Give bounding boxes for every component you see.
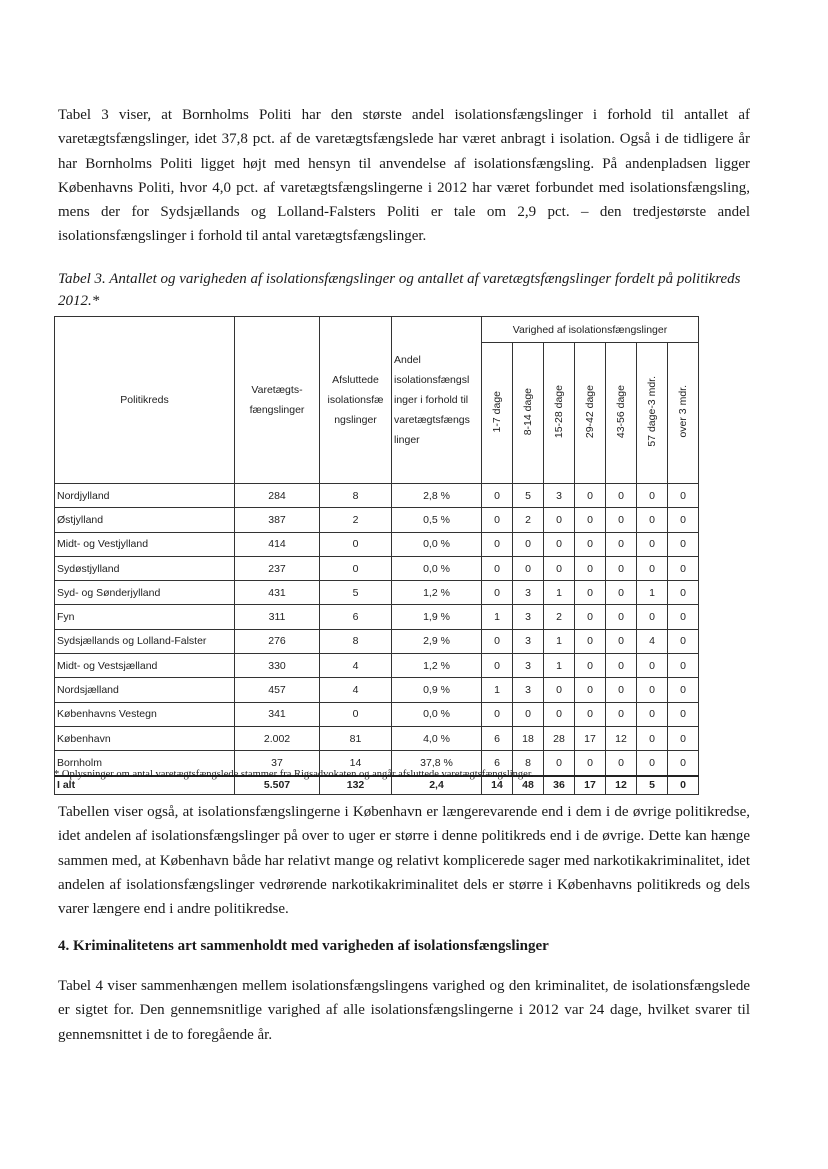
paragraph-intro: Tabel 3 viser, at Bornholms Politi har den største andel isolationsfængslinger i forhold til antallet af varetægtsfængslinger, idet 37,8 pct. af de varetægtsfængslede har været anbragt i isolation. Også i de tidligere år har Bornholms Politi ligget højt med hensyn til anvendelse af isolationsfængsling. På andenpladsen ligger Københavns Politi, hvor 4,0 pct. af varetægtsfængslingerne i 2012 har været forbundet med isolationsfængsling, mens der for Sydsjællands og Lolland-Falsters Politi er tale om 2,9 pct. – den tredjestørste andel isolationsfængslinger i forhold til antal varetægtsfængslinger. (58, 107, 750, 245)
table-cell: 0 (575, 605, 606, 629)
table-cell: 0 (482, 702, 513, 726)
table-cell: 0 (482, 654, 513, 678)
table-cell: Syd- og Sønderjylland (55, 581, 235, 605)
header-duration: 15-28 dage (553, 385, 565, 439)
table-cell: 17 (575, 726, 606, 750)
table-row (55, 702, 699, 726)
table-cell: 0,5 % (392, 508, 482, 532)
table-row (55, 556, 699, 580)
table-cell: 1 (482, 605, 513, 629)
table-row (55, 678, 699, 702)
table-cell: 132 (320, 776, 392, 795)
table-body (55, 484, 699, 795)
table-cell: 0 (668, 776, 699, 795)
table-cell: 0 (668, 605, 699, 629)
table-cell: 18 (513, 726, 544, 750)
table-cell: 3 (513, 581, 544, 605)
table-cell: 0 (606, 605, 637, 629)
table-cell: 0,0 % (392, 532, 482, 556)
table-cell: 2,9 % (392, 629, 482, 653)
table-cell: 0 (668, 532, 699, 556)
table-cell: 387 (235, 508, 320, 532)
table-cell: 5 (513, 484, 544, 508)
table-cell: 12 (606, 776, 637, 795)
table-cell: 12 (606, 726, 637, 750)
table-cell: 0 (544, 702, 575, 726)
table-cell: 276 (235, 629, 320, 653)
table-cell: 5 (320, 581, 392, 605)
header-duration: 43-56 dage (615, 385, 627, 439)
table-cell: 4 (320, 678, 392, 702)
table-cell: 8 (513, 751, 544, 776)
table-cell: 0 (544, 532, 575, 556)
table-cell: Fyn (55, 605, 235, 629)
table-cell: 0 (544, 508, 575, 532)
table-cell: 37 (235, 751, 320, 776)
table-cell: 311 (235, 605, 320, 629)
table-cell: 14 (320, 751, 392, 776)
table-row (55, 532, 699, 556)
table-cell: 457 (235, 678, 320, 702)
table-cell: 1,9 % (392, 605, 482, 629)
table-cell: 0 (637, 751, 668, 776)
table-cell: 4,0 % (392, 726, 482, 750)
table-cell: Midt- og Vestsjælland (55, 654, 235, 678)
table-cell: 36 (544, 776, 575, 795)
table-cell: 0 (668, 581, 699, 605)
table-cell: 2,8 % (392, 484, 482, 508)
header-varighed-group: Varighed af isolationsfængslinger (482, 317, 699, 343)
table-cell: 0 (544, 751, 575, 776)
table-cell: 0,0 % (392, 556, 482, 580)
table-cell: Sydsjællands og Lolland-Falster (55, 629, 235, 653)
table-cell: 2 (320, 508, 392, 532)
table-cell: Nordjylland (55, 484, 235, 508)
table-cell: 0 (606, 654, 637, 678)
table-cell: 3 (513, 678, 544, 702)
table-cell: 0 (668, 751, 699, 776)
table-cell: 0 (606, 702, 637, 726)
table-cell: 1 (544, 654, 575, 678)
table-cell: 2 (544, 605, 575, 629)
table-cell: Sydøstjylland (55, 556, 235, 580)
paragraph-analysis: Tabellen viser også, at isolationsfængslingerne i København er længerevarende end i dem i de øvrige politikredse, idet andelen af isolationsfængslinger på over to uger er større i denne politikreds end i de øvrige. Dette kan hænge sammen med, at København både har relativt mange og relativt komplicerede sager med narkotikakriminalitet, idet andelen af isolationsfængslinger vedrørende narkotikakriminalitet dels er større i Københavns politikreds og dels varer længere end i andre politikredse. (58, 804, 750, 918)
table-cell: 0 (668, 629, 699, 653)
table-row (55, 726, 699, 750)
table-cell: 5 (637, 776, 668, 795)
table-cell: 0 (513, 556, 544, 580)
table-row (55, 484, 699, 508)
table-cell: 1 (637, 581, 668, 605)
table-cell: 0 (637, 702, 668, 726)
table-cell: 0 (482, 508, 513, 532)
table-footnote: * Oplysninger om antal varetægtsfængslede stammer fra Rigsadvokaten og angår afsluttede varetægtsfængslinger. (54, 769, 534, 780)
table-cell: 0 (668, 726, 699, 750)
table-cell: 3 (513, 605, 544, 629)
table-cell: 1,2 % (392, 581, 482, 605)
table-cell: 284 (235, 484, 320, 508)
table-cell: 4 (637, 629, 668, 653)
table-cell: Østjylland (55, 508, 235, 532)
table-cell: 37,8 % (392, 751, 482, 776)
table-cell: 0 (637, 532, 668, 556)
table-cell: 4 (320, 654, 392, 678)
table-cell: I alt (55, 776, 235, 795)
table-cell: 0 (320, 556, 392, 580)
header-duration: 1-7 dage (491, 391, 503, 433)
table-cell: 0 (575, 556, 606, 580)
table-cell: 0 (575, 654, 606, 678)
table-cell: 0 (668, 702, 699, 726)
table-cell: 0 (606, 532, 637, 556)
table-cell: 0 (544, 556, 575, 580)
table-cell: Nordsjælland (55, 678, 235, 702)
table-caption: Tabel 3. Antallet og varigheden af isolationsfængslinger og antallet af varetægtsfængslinger fordelt på politikreds 2012.* (58, 271, 741, 309)
table-cell: Midt- og Vestjylland (55, 532, 235, 556)
table-cell: 0 (637, 605, 668, 629)
header-duration: 29-42 dage (584, 385, 596, 439)
table-cell: 0 (320, 702, 392, 726)
table-row (55, 605, 699, 629)
table-cell: 0 (637, 484, 668, 508)
table-cell: 2 (513, 508, 544, 532)
table-row (55, 654, 699, 678)
table-cell: 330 (235, 654, 320, 678)
table-cell: 0 (482, 556, 513, 580)
table-cell: 48 (513, 776, 544, 795)
table-cell: 0 (575, 678, 606, 702)
table-cell: 6 (320, 605, 392, 629)
table-cell: 0 (513, 702, 544, 726)
table-cell: 0 (482, 581, 513, 605)
table-cell: 0,0 % (392, 702, 482, 726)
header-politikreds: Politikreds (55, 317, 235, 484)
table-cell: 2.002 (235, 726, 320, 750)
header-andel-isolation: Andel isolationsfængsl inger i forhold til varetægtsfængs linger (392, 317, 482, 484)
table-cell: 0 (668, 654, 699, 678)
table-cell: 0 (575, 484, 606, 508)
table-cell: 0 (668, 508, 699, 532)
table-cell: 1 (544, 629, 575, 653)
table-cell: 0 (482, 484, 513, 508)
table-cell: 0 (606, 678, 637, 702)
table-cell: 28 (544, 726, 575, 750)
table-cell: 3 (513, 654, 544, 678)
table-cell: 431 (235, 581, 320, 605)
header-duration: 8-14 dage (522, 388, 534, 436)
table-cell: 0 (637, 556, 668, 580)
table-cell: 6 (482, 751, 513, 776)
header-duration: 57 dage-3 mdr. (646, 376, 658, 448)
table-cell: 5.507 (235, 776, 320, 795)
table-row (55, 508, 699, 532)
table-cell: 0 (575, 581, 606, 605)
table-cell: 0 (606, 629, 637, 653)
table-row (55, 581, 699, 605)
table-cell: 0 (637, 726, 668, 750)
table-cell: 1,2 % (392, 654, 482, 678)
table-cell: 0 (637, 678, 668, 702)
table-cell: 0 (320, 532, 392, 556)
table-cell: 0 (575, 508, 606, 532)
table-cell: København (55, 726, 235, 750)
table-cell: 414 (235, 532, 320, 556)
table-cell: 0 (668, 484, 699, 508)
header-afsluttede-isolationsfaengslinger: Afsluttede isolationsfæ ngslinger (320, 317, 392, 484)
table-cell: 0 (575, 751, 606, 776)
table-cell: 0 (575, 532, 606, 556)
table-cell: 341 (235, 702, 320, 726)
table-cell: 14 (482, 776, 513, 795)
table-cell: 0 (575, 702, 606, 726)
isolation-table (54, 316, 699, 795)
table-cell: Bornholm (55, 751, 235, 776)
table-cell: 0 (513, 532, 544, 556)
table-cell: 0 (606, 556, 637, 580)
table-cell: 0 (575, 629, 606, 653)
table-cell: 3 (544, 484, 575, 508)
table-cell: 3 (513, 629, 544, 653)
table-cell: 0 (606, 751, 637, 776)
table-cell: 6 (482, 726, 513, 750)
table-cell: 1 (544, 581, 575, 605)
table-cell: 17 (575, 776, 606, 795)
table-cell: 0 (668, 556, 699, 580)
table-cell: 0 (482, 629, 513, 653)
table-cell: 0 (637, 508, 668, 532)
header-duration: over 3 mdr. (677, 385, 689, 438)
table-cell: 0 (544, 678, 575, 702)
table-cell: 1 (482, 678, 513, 702)
table-cell: 8 (320, 484, 392, 508)
table-cell: 0 (606, 484, 637, 508)
table-row (55, 629, 699, 653)
table-cell: 0 (668, 678, 699, 702)
table-cell: 0 (482, 532, 513, 556)
table-cell: 0,9 % (392, 678, 482, 702)
table-cell: 0 (637, 654, 668, 678)
paragraph-table4: Tabel 4 viser sammenhængen mellem isolationsfængslingens varighed og den kriminalitet, de isolationsfængslede er sigtet for. Den gennemsnitlige varighed af alle isolationsfængslingerne i 2012 var 24 dage, hvilket svarer til gennemsnittet i de to foregående år. (58, 978, 750, 1043)
header-varetaegtsfaengslinger: Varetægts- fængslinger (235, 317, 320, 484)
table-cell: 81 (320, 726, 392, 750)
table-cell: 0 (606, 581, 637, 605)
table-cell: 0 (606, 508, 637, 532)
table-cell: Københavns Vestegn (55, 702, 235, 726)
table-cell: 2,4 (392, 776, 482, 795)
table-cell: 237 (235, 556, 320, 580)
section-heading: 4. Kriminalitetens art sammenholdt med varigheden af isolationsfængslinger (58, 938, 549, 954)
table-cell: 8 (320, 629, 392, 653)
